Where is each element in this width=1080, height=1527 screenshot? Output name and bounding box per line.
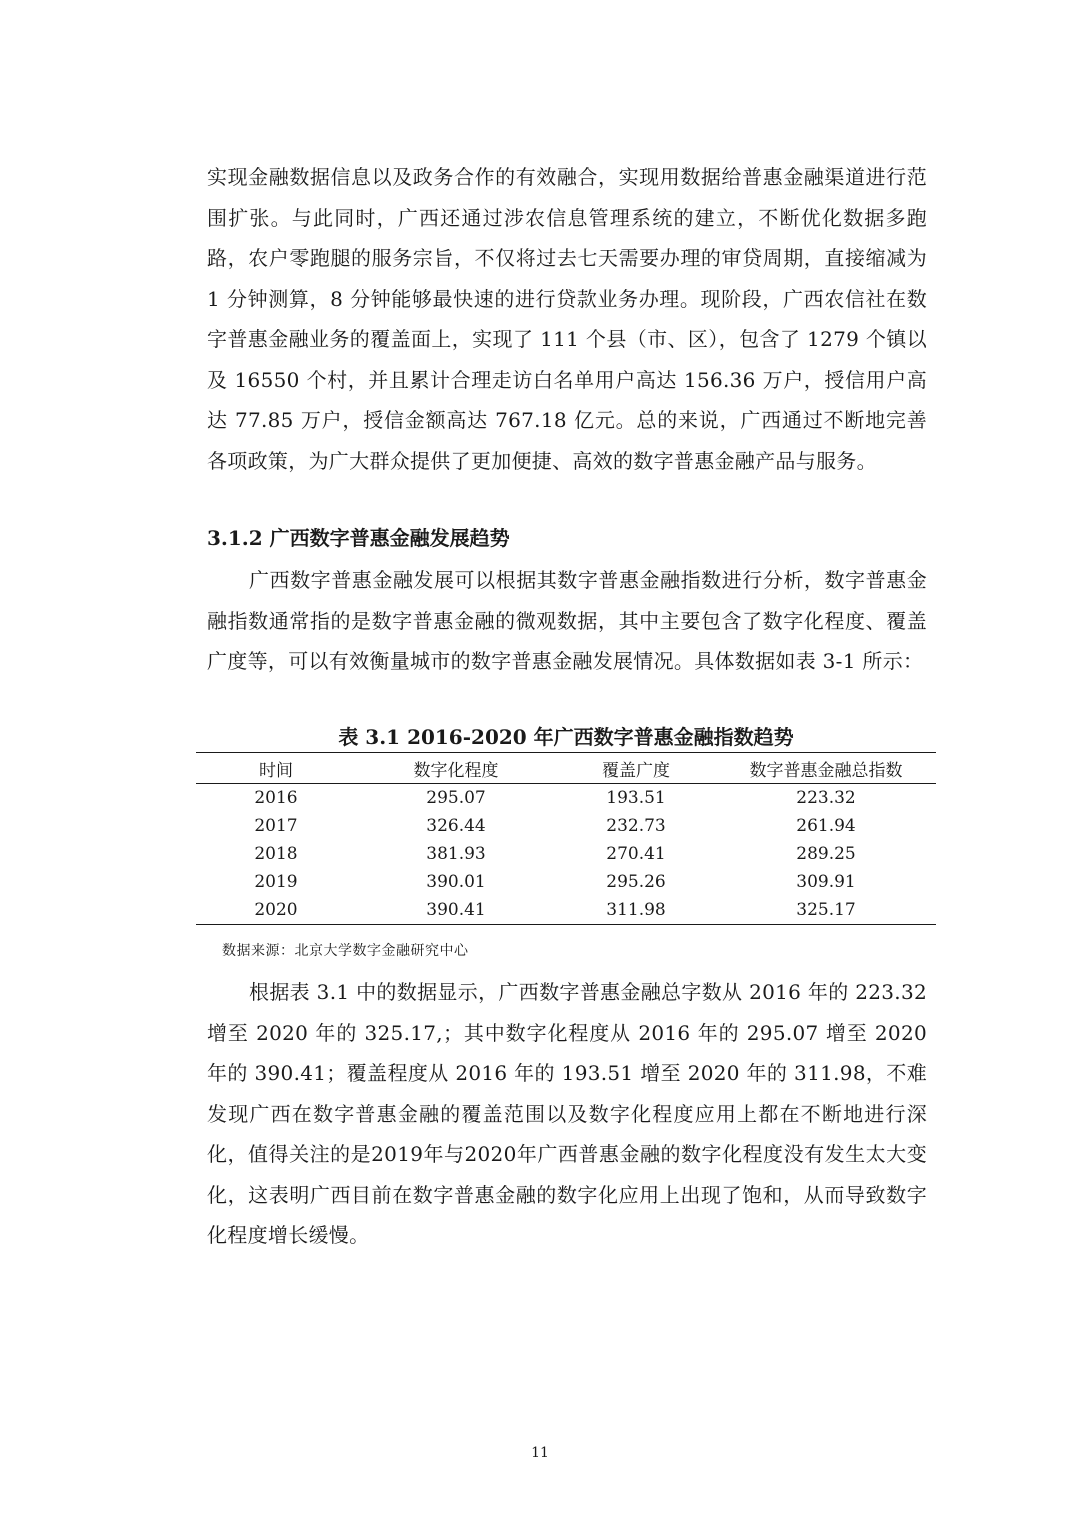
table-row	[196, 812, 936, 840]
table-cell: 2016	[254, 788, 298, 808]
table-header-row	[196, 753, 936, 784]
section-heading: 3.1.2 广西数字普惠金融发展趋势	[207, 526, 510, 550]
table-header-cell: 时间	[196, 753, 356, 784]
body-paragraph-3-container	[207, 972, 927, 1256]
table-cell: 390.01	[426, 872, 486, 892]
table-header-cell: 覆盖广度	[556, 753, 716, 784]
table-cell: 295.07	[426, 788, 486, 808]
table-header-cell: 数字普惠金融总指数	[716, 753, 936, 784]
table-caption: 表 3.1 2016-2020 年广西数字普惠金融指数趋势	[338, 725, 794, 749]
data-table	[196, 752, 936, 925]
body-paragraph-2-container	[207, 560, 927, 682]
body-paragraph-1-container	[207, 157, 927, 481]
table-cell: 270.41	[606, 844, 666, 864]
body-paragraph-3: 根据表 3.1 中的数据显示，广西数字普惠金融总字数从 2016 年的 223.32 增至 2020 年的 325.17,；其中数字化程度从 2016 年的 295.07 增至 2020 年的 390.41；覆盖程度从 2016 年的 193.51 增至 2020 年的 311.98，不难发现广西在数字普惠金融的覆盖范围以及数字化程度应用上都在不断地进行深化，值得关注的是2019年与2020年广西普惠金融的数字化程度没有发生太大变化，这表明广西目前在数字普惠金融的数字化应用上出现了饱和，从而导致数字化程度增长缓慢。	[207, 980, 927, 1247]
body-paragraph-2: 广西数字普惠金融发展可以根据其数字普惠金融指数进行分析，数字普惠金融指数通常指的是数字普惠金融的微观数据，其中主要包含了数字化程度、覆盖广度等，可以有效衡量城市的数字普惠金融发展情况。具体数据如表 3-1 所示：	[207, 568, 927, 673]
table-source-note: 数据来源：北京大学数字金融研究中心	[222, 943, 469, 959]
table-cell: 295.26	[606, 872, 666, 892]
table-cell: 325.17	[716, 896, 936, 925]
table-cell: 232.73	[606, 816, 666, 836]
body-paragraph-1: 实现金融数据信息以及政务合作的有效融合，实现用数据给普惠金融渠道进行范围扩张。与此同时，广西还通过涉农信息管理系统的建立，不断优化数据多跑路，农户零跑腿的服务宗旨，不仅将过去七天需要办理的审贷周期，直接缩减为 1 分钟测算，8 分钟能够最快速的进行贷款业务办理。现阶段，广西农信社在数字普惠金融业务的覆盖面上，实现了 111 个县（市、区），包含了 1279 个镇以及 16550 个村，并且累计合理走访白名单用户高达 156.36 万户，授信用户高达 77.85 万户，授信金额高达 767.18 亿元。总的来说，广西通过不断地完善各项政策，为广大群众提供了更加便捷、高效的数字普惠金融产品与服务。	[207, 165, 927, 473]
table-cell: 326.44	[426, 816, 486, 836]
page-number: 11	[531, 1445, 549, 1461]
table-cell: 309.91	[796, 872, 856, 892]
table-cell: 193.51	[606, 788, 666, 808]
table-cell: 311.98	[556, 896, 716, 925]
table-cell: 390.41	[356, 896, 556, 925]
table-header-cell: 数字化程度	[356, 753, 556, 784]
table-cell: 2019	[254, 872, 298, 892]
table-cell: 2017	[254, 816, 298, 836]
table-cell: 381.93	[426, 844, 486, 864]
table-cell: 261.94	[796, 816, 856, 836]
table-row	[196, 840, 936, 868]
table-cell: 223.32	[796, 788, 856, 808]
table-row	[196, 868, 936, 896]
table-row	[196, 784, 936, 813]
table-cell: 2020	[196, 896, 356, 925]
table-row	[196, 896, 936, 925]
table-cell: 2018	[254, 844, 298, 864]
table-cell: 289.25	[796, 844, 856, 864]
